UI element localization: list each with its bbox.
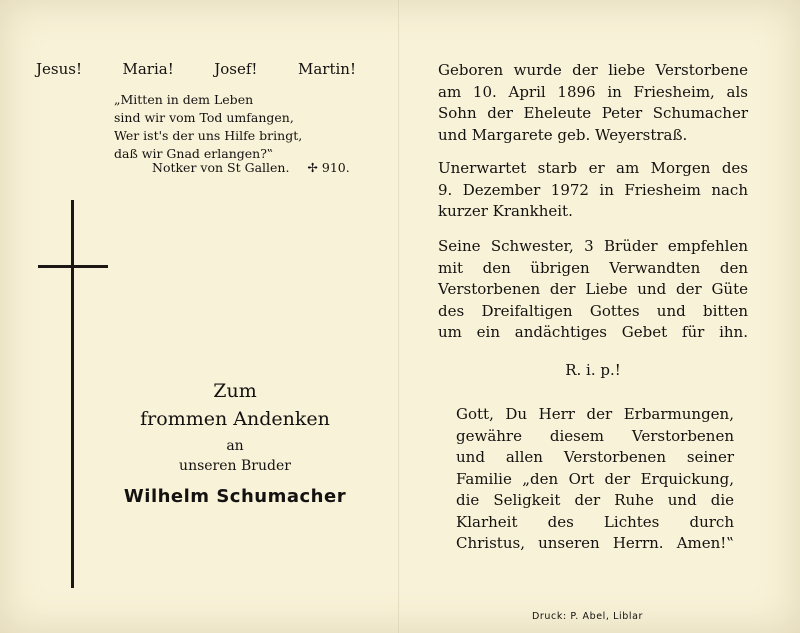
birth-paragraph [438,60,748,146]
poem [114,91,302,163]
text-line: Unerwartet starb er am Morgen des [438,159,748,177]
rip-text: R. i. p.! [565,361,621,379]
text-line: Geboren wurde der liebe Verstorbene [438,61,748,79]
text-line: am 10. April 1896 in Friesheim, als [438,82,748,101]
name-jesus: Jesus! [36,60,82,78]
memorial-line-4: unseren Bruder [179,458,291,474]
prayer-line: Gott, Du Herr der Erbarmungen, [456,405,734,423]
holy-names [36,60,356,78]
text-line: und Margarete geb. Weyerstraß. [438,125,688,144]
death-paragraph [438,158,748,223]
deceased-name: Wilhelm Schumacher [123,486,347,507]
text-line: mit den übrigen Verwandten den [438,258,748,277]
prayer-line: und allen Verstorbenen seiner [456,448,734,466]
prayer-line: Familie „den Ort der Erquickung, [456,469,734,488]
text-line: Verstorbenen der Liebe und der Güte [438,280,748,298]
author-year: ✢ 910. [307,160,350,175]
text-line: des Dreifaltigen Gottes und bitten [438,301,748,320]
poem-author [152,160,350,175]
name-martin: Martin! [297,60,356,78]
text-line: kurzer Krankheit. [438,202,573,220]
prayer-line: Christus, unseren Herrn. Amen!‟ [456,534,734,552]
prayer-line: gewähre diesem Verstorbenen [456,426,734,445]
family-paragraph [438,236,748,344]
text-line: 9. Dezember 1972 in Friesheim nach [438,180,748,199]
cross-icon-vertical [71,200,74,588]
poem-line: „Mitten in dem Leben [114,92,254,107]
text-line: Seine Schwester, 3 Brüder empfehlen [438,237,748,255]
memorial-title [120,378,350,507]
poem-line: Wer ist's der uns Hilfe bringt, [114,128,303,143]
memorial-line-2: frommen Andenken [140,408,330,430]
prayer [456,404,734,555]
cross-icon-horizontal [38,265,108,268]
memorial-line-3: an [226,438,244,454]
name-josef: Josef! [214,60,258,78]
card-fold [398,0,400,633]
author-name: Notker von St Gallen. [152,160,290,175]
poem-line: sind wir vom Tod umfangen, [114,110,294,125]
prayer-line: die Seligkeit der Ruhe und die [456,491,734,509]
poem-line: daß wir Gnad erlangen?‟ [114,146,274,161]
name-maria: Maria! [122,60,174,78]
prayer-line: Klarheit des Lichtes durch [456,512,734,531]
memorial-line-1: Zum [213,380,257,402]
text-line: Sohn der Eheleute Peter Schumacher [438,104,748,122]
text-line: um ein andächtiges Gebet für ihn. [438,323,748,341]
printer-credit: Druck: P. Abel, Liblar [532,611,644,622]
